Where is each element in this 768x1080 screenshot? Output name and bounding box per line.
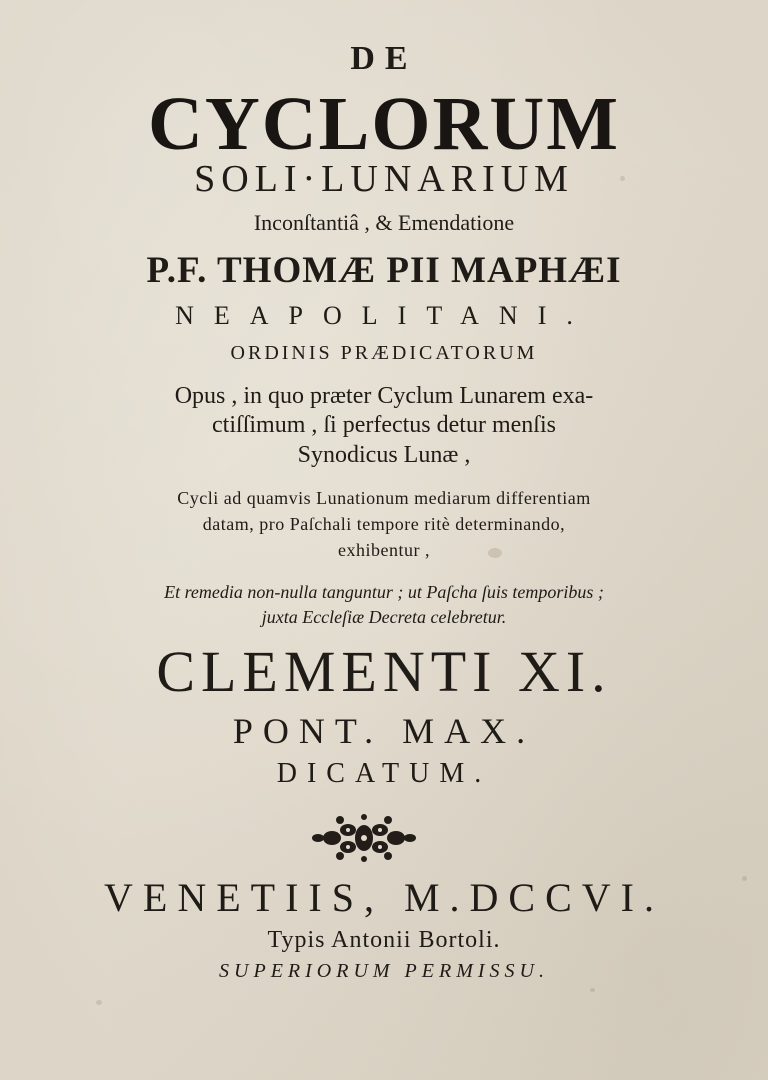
- foxing-spot: [590, 988, 595, 992]
- dedicatee-name: CLEMENTI XI.: [156, 639, 612, 704]
- author-name: P.F. THOMÆ PII MAPHÆI: [146, 250, 622, 291]
- description-line: ctiſſimum , ſi perfectus detur menſis: [212, 412, 556, 438]
- author-order: ORDINIS PRÆDICATORUM: [230, 342, 538, 364]
- permission-line: SUPERIORUM PERMISSU.: [219, 960, 549, 982]
- dedicatee-title: PONT. MAX.: [232, 711, 536, 751]
- title-de: DE: [350, 40, 418, 77]
- description-line: Synodicus Lunæ ,: [297, 442, 471, 468]
- description-line: Opus , in quo præter Cyclum Lunarem exa-: [174, 383, 594, 409]
- dedication-word: DICATUM.: [276, 758, 492, 789]
- cycli-line: exhibentur ,: [338, 540, 430, 560]
- printer-line: Typis Antonii Bortoli.: [267, 927, 501, 953]
- cycli-line: datam, pro Paſchali tempore ritè determinando,: [202, 514, 566, 534]
- place-and-date: VENETIIS, M.DCCVI.: [104, 875, 664, 920]
- title-solilunarium: SOLI·LUNARIUM: [194, 158, 574, 200]
- subtitle-inconstantia: Inconſtantiâ , & Emendatione: [253, 210, 515, 235]
- foxing-spot: [96, 1000, 102, 1005]
- remedia-line: Et remedia non-nulla tanguntur ; ut Paſcha ſuis temporibus ;: [164, 582, 604, 602]
- author-origin: NEAPOLITANI.: [175, 301, 593, 330]
- title-cyclorum: CYCLORUM: [148, 82, 620, 166]
- remedia-line: juxta Eccleſiæ Decreta celebretur.: [261, 607, 507, 627]
- cycli-line: Cycli ad quamvis Lunationum mediarum differentiam: [177, 488, 591, 508]
- fleuron-ornament-icon: [304, 812, 424, 864]
